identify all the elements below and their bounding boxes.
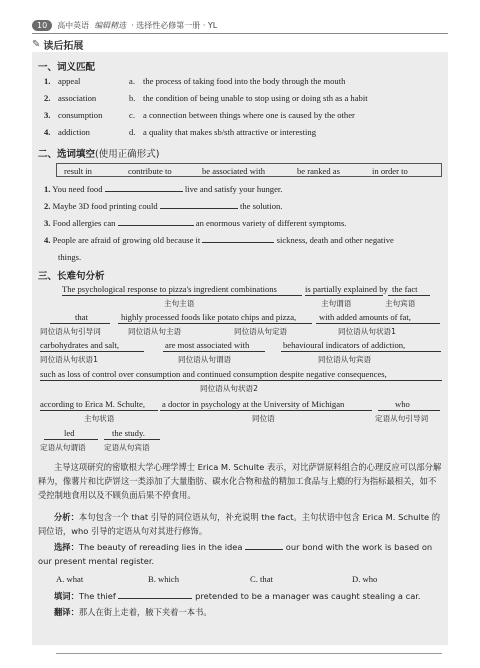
s1-carbs-salt: carbohydrates and salt, [40, 340, 119, 350]
fill-sentence-4-cont: things. [58, 252, 82, 262]
s2-led: led [64, 428, 75, 438]
s2-adverbial: according to Erica M. Schulte, [40, 399, 146, 409]
underline [50, 323, 110, 324]
match-word-4: addiction [58, 127, 90, 137]
translation-paragraph: 主导这项研究的密歇根大学心理学博士 Erica M. Schulte 表示，对比萨饼原料组合的心理反应可以部分解释为，像薯片和比萨饼这一类添加了大量脂肪、碳水化合物和盐的精加工食品与上瘾的行为指标最相关，如不受控制地食用以及不顾负面后果不停食用。 [38, 462, 442, 500]
grammar-label: 同位语从句主语 [128, 327, 182, 336]
fill-text-a: Food allergies can [52, 218, 116, 228]
word-bank-item: contribute to [128, 166, 172, 176]
match-word-2: association [58, 93, 97, 103]
grammar-label: 同位语从句状语1 [338, 327, 396, 336]
match-def-c: a connection between things where one is caused by the other [143, 110, 355, 120]
choice-label: 选择： [54, 542, 79, 552]
grammar-label: 主句宾语 [385, 299, 416, 308]
underline [378, 410, 440, 411]
part2-heading [38, 146, 159, 160]
s1-adverbial-2: such as loss of control over consumption and continued consumption despite negative consequences, [40, 369, 387, 379]
match-word-1: appeal [58, 76, 81, 86]
match-def-a: the process of taking food into the body through the mouth [143, 76, 346, 86]
grammar-label: 主句状语 [84, 414, 115, 423]
s1-main-object: the fact [392, 284, 418, 294]
grammar-label: 定语从句谓语 [40, 443, 86, 452]
fill-sentence-2 [44, 201, 282, 211]
match-num-4: 4. [44, 127, 51, 137]
fill-text-a: People are afraid of growing old because it [52, 235, 201, 245]
grammar-label: 同位语从句状语2 [200, 384, 258, 393]
page-header [32, 18, 217, 32]
match-letter-a: a. [129, 76, 135, 86]
series-name: 编辑精选 [94, 20, 127, 30]
page-number: 10 [32, 20, 52, 31]
part2-heading-text: 二、选词填空 [38, 149, 96, 160]
fill-text-a: The thief [78, 591, 116, 601]
answer-blank[interactable] [118, 225, 194, 226]
answer-blank[interactable] [245, 549, 283, 550]
pen-icon: ✎ [32, 39, 41, 50]
choice-text-b: our bond with the work is based on our present mental register. [38, 542, 433, 566]
answer-blank[interactable] [105, 191, 183, 192]
s1-clause-attributive: with added amounts of fat, [319, 312, 411, 322]
fill-sentence-3 [44, 218, 346, 228]
fill-text-b: live and satisfy your hunger. [184, 184, 283, 194]
s2-appositive: a doctor in psychology at the University of Michigan [162, 399, 345, 409]
header-divider [32, 33, 448, 34]
choice-text-a: The beauty of rereading lies in the idea [78, 542, 243, 552]
fill-question [38, 589, 442, 603]
option-c[interactable]: C. that [250, 574, 273, 584]
s2-who: who [395, 399, 410, 409]
grammar-label: 同位语从句宾语 [318, 355, 372, 364]
word-bank-item: in order to [372, 166, 408, 176]
grammar-label: 同位语 [252, 414, 275, 423]
fill-num: 1. [44, 184, 51, 194]
s1-clause-subject: highly processed foods like potato chips and pizza, [121, 312, 297, 322]
grammar-label: 同位语从句谓语 [178, 355, 232, 364]
part2-heading-note: (使用正确形式) [95, 149, 160, 160]
fill-text-b: the solution. [239, 201, 283, 211]
match-def-b: the condition of being unable to stop using or doing sth as a habit [143, 93, 368, 103]
section-title-text: 读后拓展 [43, 41, 84, 52]
fill-text-a: Maybe 3D food printing could [52, 201, 158, 211]
choice-question [38, 540, 442, 568]
analysis-text: 本句包含一个 that 引导的同位语从句，补充说明 the fact。主句状语中包含 Erica M. Schulte 的同位语，who 引导的定语从句对其进行修饰。 [38, 512, 441, 536]
grammar-label: 主句谓语 [321, 299, 352, 308]
grammar-label: 主句主语 [164, 299, 195, 308]
underline [62, 295, 302, 296]
fill-text-b: sickness, death and other negative [276, 235, 394, 245]
option-b[interactable]: B. which [148, 574, 180, 584]
underline [388, 295, 430, 296]
option-a[interactable]: A. what [56, 574, 84, 584]
match-num-1: 1. [44, 76, 51, 86]
grammar-label: 同位语从句状语1 [40, 355, 98, 364]
underline [281, 351, 441, 352]
analysis-label: 分析： [54, 512, 79, 522]
s1-clause-object: behavioural indicators of addiction, [283, 340, 406, 350]
answer-line[interactable] [56, 653, 442, 654]
word-bank-item: be associated with [202, 166, 266, 176]
word-bank-item: result in [64, 166, 92, 176]
fill-label: 填词： [54, 591, 79, 601]
translate-text: 那人在街上走着，腋下夹着一本书。 [78, 607, 212, 617]
match-word-3: consumption [58, 110, 103, 120]
fill-text-a: You need food [52, 184, 103, 194]
s1-that: that [75, 312, 88, 322]
fill-num: 4. [44, 235, 51, 245]
match-letter-b: b. [129, 93, 136, 103]
s1-main-predicate: is partially explained by [305, 284, 388, 294]
underline [163, 351, 265, 352]
underline [118, 323, 312, 324]
grammar-label: 同位语从句引导词 [40, 327, 101, 336]
grammar-label: 定语从句引导词 [375, 414, 429, 423]
answer-blank[interactable] [118, 598, 192, 599]
translate-question [38, 605, 442, 619]
fill-sentence-4 [44, 235, 394, 245]
part3-heading: 三、长难句分析 [38, 271, 105, 282]
option-d[interactable]: D. who [352, 574, 378, 584]
underline [44, 439, 98, 440]
fill-num: 2. [44, 201, 51, 211]
underline [40, 410, 158, 411]
underline [160, 410, 372, 411]
answer-blank[interactable] [202, 242, 274, 243]
s1-clause-predicate: are most associated with [165, 340, 250, 350]
fill-sentence-1 [44, 184, 282, 194]
match-letter-c: c. [129, 110, 135, 120]
book-name: 高中英语 [57, 20, 90, 30]
match-num-3: 3. [44, 110, 51, 120]
match-def-d: a quality that makes sb/sth attractive or interesting [143, 127, 317, 137]
s2-study: the study. [112, 428, 145, 438]
part1-heading: 一、词义匹配 [38, 62, 96, 73]
answer-blank[interactable] [160, 208, 238, 209]
word-bank-item: be ranked as [297, 166, 340, 176]
translate-label: 翻译： [54, 607, 79, 617]
match-letter-d: d. [129, 127, 136, 137]
underline [40, 351, 144, 352]
grammar-label: 同位语从句定语 [234, 327, 288, 336]
fill-text-b: an enormous variety of different symptoms. [195, 218, 347, 228]
underline [316, 323, 440, 324]
underline [305, 295, 383, 296]
grammar-label: 定语从句宾语 [104, 443, 150, 452]
underline [40, 380, 442, 381]
underline [104, 439, 160, 440]
match-num-2: 2. [44, 93, 51, 103]
section-title [32, 37, 83, 52]
analysis-paragraph [38, 510, 442, 538]
fill-text-b: pretended to be a manager was caught stealing a car. [195, 591, 421, 601]
s1-main-subject: The psychological response to pizza's ingredient combinations [62, 284, 277, 294]
fill-num: 3. [44, 218, 51, 228]
book-subtitle: · 选择性必修第一册 · YL [131, 20, 218, 30]
